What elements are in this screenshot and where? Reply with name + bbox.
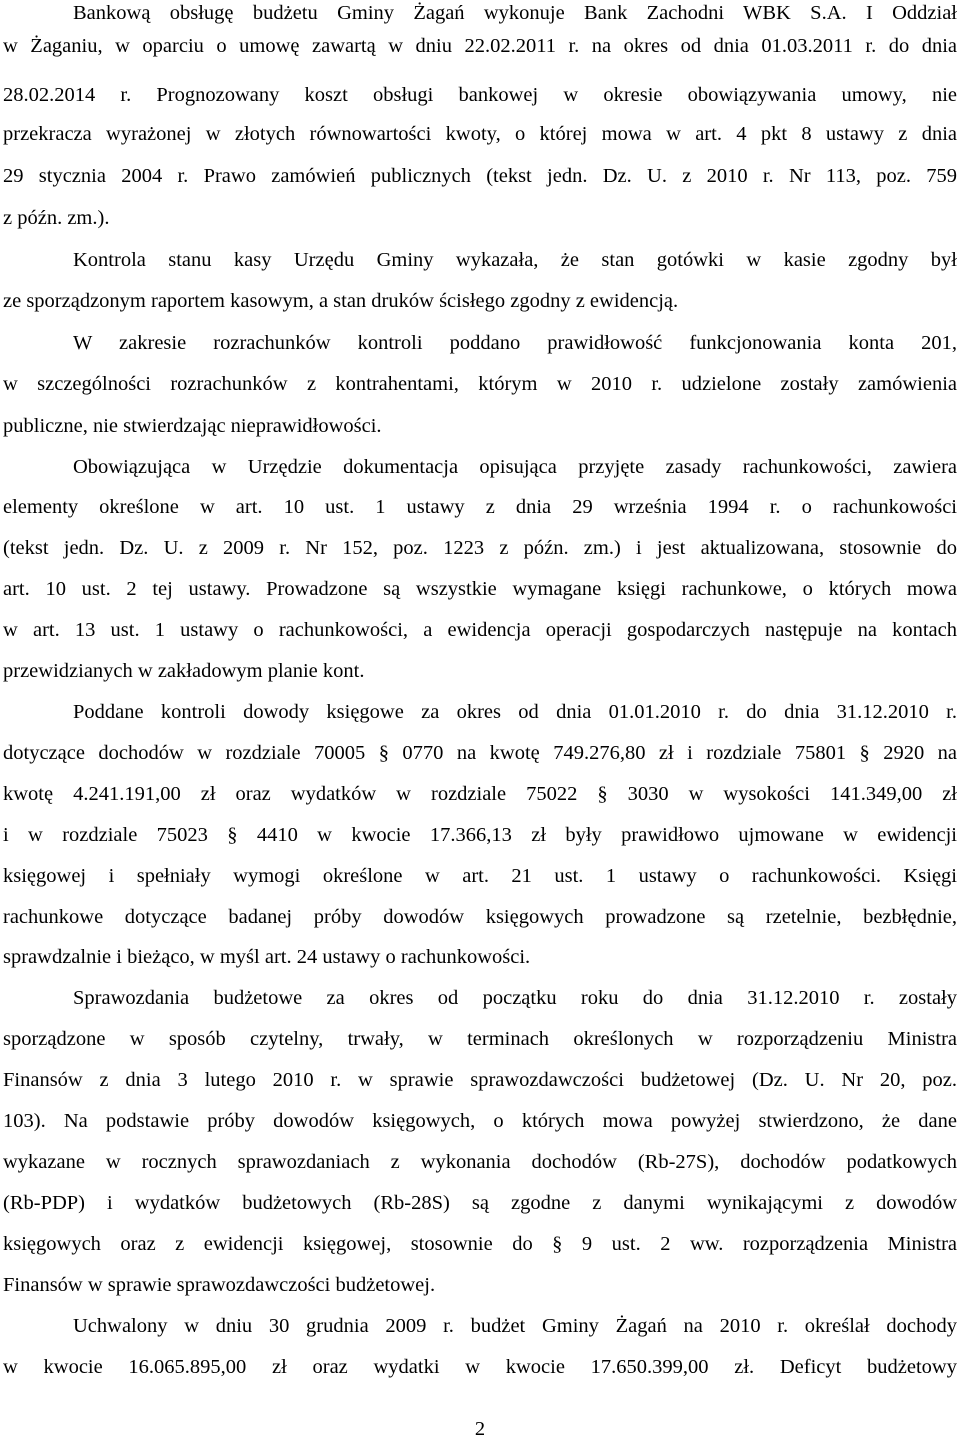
text-line: elementy określone w art. 10 ust. 1 ustawy z dnia 29 września 1994 r. o rachunkowości — [3, 496, 957, 518]
text-line: Bankową obsługę budżetu Gminy Żagań wykonuje Bank Zachodni WBK S.A. I Oddział — [73, 2, 957, 24]
text-line: przewidzianych w zakładowym planie kont. — [3, 660, 365, 682]
text-line: art. 10 ust. 2 tej ustawy. Prowadzone są wszystkie wymagane księgi rachunkowe, o których mowa — [3, 578, 957, 600]
text-line: i w rozdziale 75023 § 4410 w kwocie 17.366,13 zł były prawidłowo ujmowane w ewidencji — [3, 824, 957, 846]
text-line: (tekst jedn. Dz. U. z 2009 r. Nr 152, poz. 1223 z późn. zm.) i jest aktualizowana, stosownie do — [3, 537, 957, 559]
text-line: Obowiązująca w Urzędzie dokumentacja opisująca przyjęte zasady rachunkowości, zawiera — [73, 456, 957, 478]
text-line: wykazane w rocznych sprawozdaniach z wykonania dochodów (Rb-27S), dochodów podatkowych — [3, 1151, 957, 1173]
text-line: sprawdzalnie i bieżąco, w myśl art. 24 ustawy o rachunkowości. — [3, 946, 531, 968]
text-line: Sprawozdania budżetowe za okres od początku roku do dnia 31.12.2010 r. zostały — [73, 987, 957, 1009]
text-line: 29 stycznia 2004 r. Prawo zamówień publicznych (tekst jedn. Dz. U. z 2010 r. Nr 113, poz. 759 — [3, 165, 957, 187]
text-line: publiczne, nie stwierdzając nieprawidłowości. — [3, 415, 382, 437]
text-line: W zakresie rozrachunków kontroli poddano prawidłowość funkcjonowania konta 201, — [73, 332, 957, 354]
text-line: sporządzone w sposób czytelny, trwały, w terminach określonych w rozporządzeniu Ministra — [3, 1028, 957, 1050]
page-number: 2 — [474, 1418, 486, 1440]
text-line: w kwocie 16.065.895,00 zł oraz wydatki w kwocie 17.650.399,00 zł. Deficyt budżetowy — [3, 1356, 957, 1378]
text-line: Finansów w sprawie sprawozdawczości budżetowej. — [3, 1274, 436, 1296]
text-line: (Rb-PDP) i wydatków budżetowych (Rb-28S) są zgodne z danymi wynikającymi z dowodów — [3, 1192, 957, 1214]
text-line: Kontrola stanu kasy Urzędu Gminy wykazała, że stan gotówki w kasie zgodny był — [73, 249, 957, 271]
text-line: w art. 13 ust. 1 ustawy o rachunkowości, a ewidencja operacji gospodarczych następuje na kontach — [3, 619, 957, 641]
text-line: w Żaganiu, w oparciu o umowę zawartą w dniu 22.02.2011 r. na okres od dnia 01.03.2011 r. do dnia — [3, 35, 957, 57]
text-line: 103). Na podstawie próby dowodów księgowych, o których mowa powyżej stwierdzono, że dane — [3, 1110, 957, 1132]
text-line: przekracza wyrażonej w złotych równowartości kwoty, o której mowa w art. 4 pkt 8 ustawy z dnia — [3, 123, 957, 145]
text-line: Uchwalony w dniu 30 grudnia 2009 r. budżet Gminy Żagań na 2010 r. określał dochody — [73, 1315, 957, 1337]
text-line: Finansów z dnia 3 lutego 2010 r. w sprawie sprawozdawczości budżetowej (Dz. U. Nr 20, poz. — [3, 1069, 957, 1091]
text-line: Poddane kontroli dowody księgowe za okres od dnia 01.01.2010 r. do dnia 31.12.2010 r. — [73, 701, 957, 723]
text-line: księgowych oraz z ewidencji księgowej, stosownie do § 9 ust. 2 ww. rozporządzenia Ministra — [3, 1233, 957, 1255]
text-line: ze sporządzonym raportem kasowym, a stan druków ścisłego zgodny z ewidencją. — [3, 290, 679, 312]
text-line: 28.02.2014 r. Prognozowany koszt obsługi bankowej w okresie obowiązywania umowy, nie — [3, 84, 957, 106]
text-line: rachunkowe dotyczące badanej próby dowodów księgowych prowadzone są rzetelnie, bezbłędnie, — [3, 906, 957, 928]
text-line: księgowej i spełniały wymogi określone w art. 21 ust. 1 ustawy o rachunkowości. Księgi — [3, 865, 957, 887]
text-line: w szczególności rozrachunków z kontrahentami, którym w 2010 r. udzielone zostały zamówienia — [3, 373, 957, 395]
text-line: kwotę 4.241.191,00 zł oraz wydatków w rozdziale 75022 § 3030 w wysokości 141.349,00 zł — [3, 783, 957, 805]
text-line: z późn. zm.). — [3, 207, 110, 229]
text-line: dotyczące dochodów w rozdziale 70005 § 0770 na kwotę 749.276,80 zł i rozdziale 75801 § 2920 na — [3, 742, 957, 764]
